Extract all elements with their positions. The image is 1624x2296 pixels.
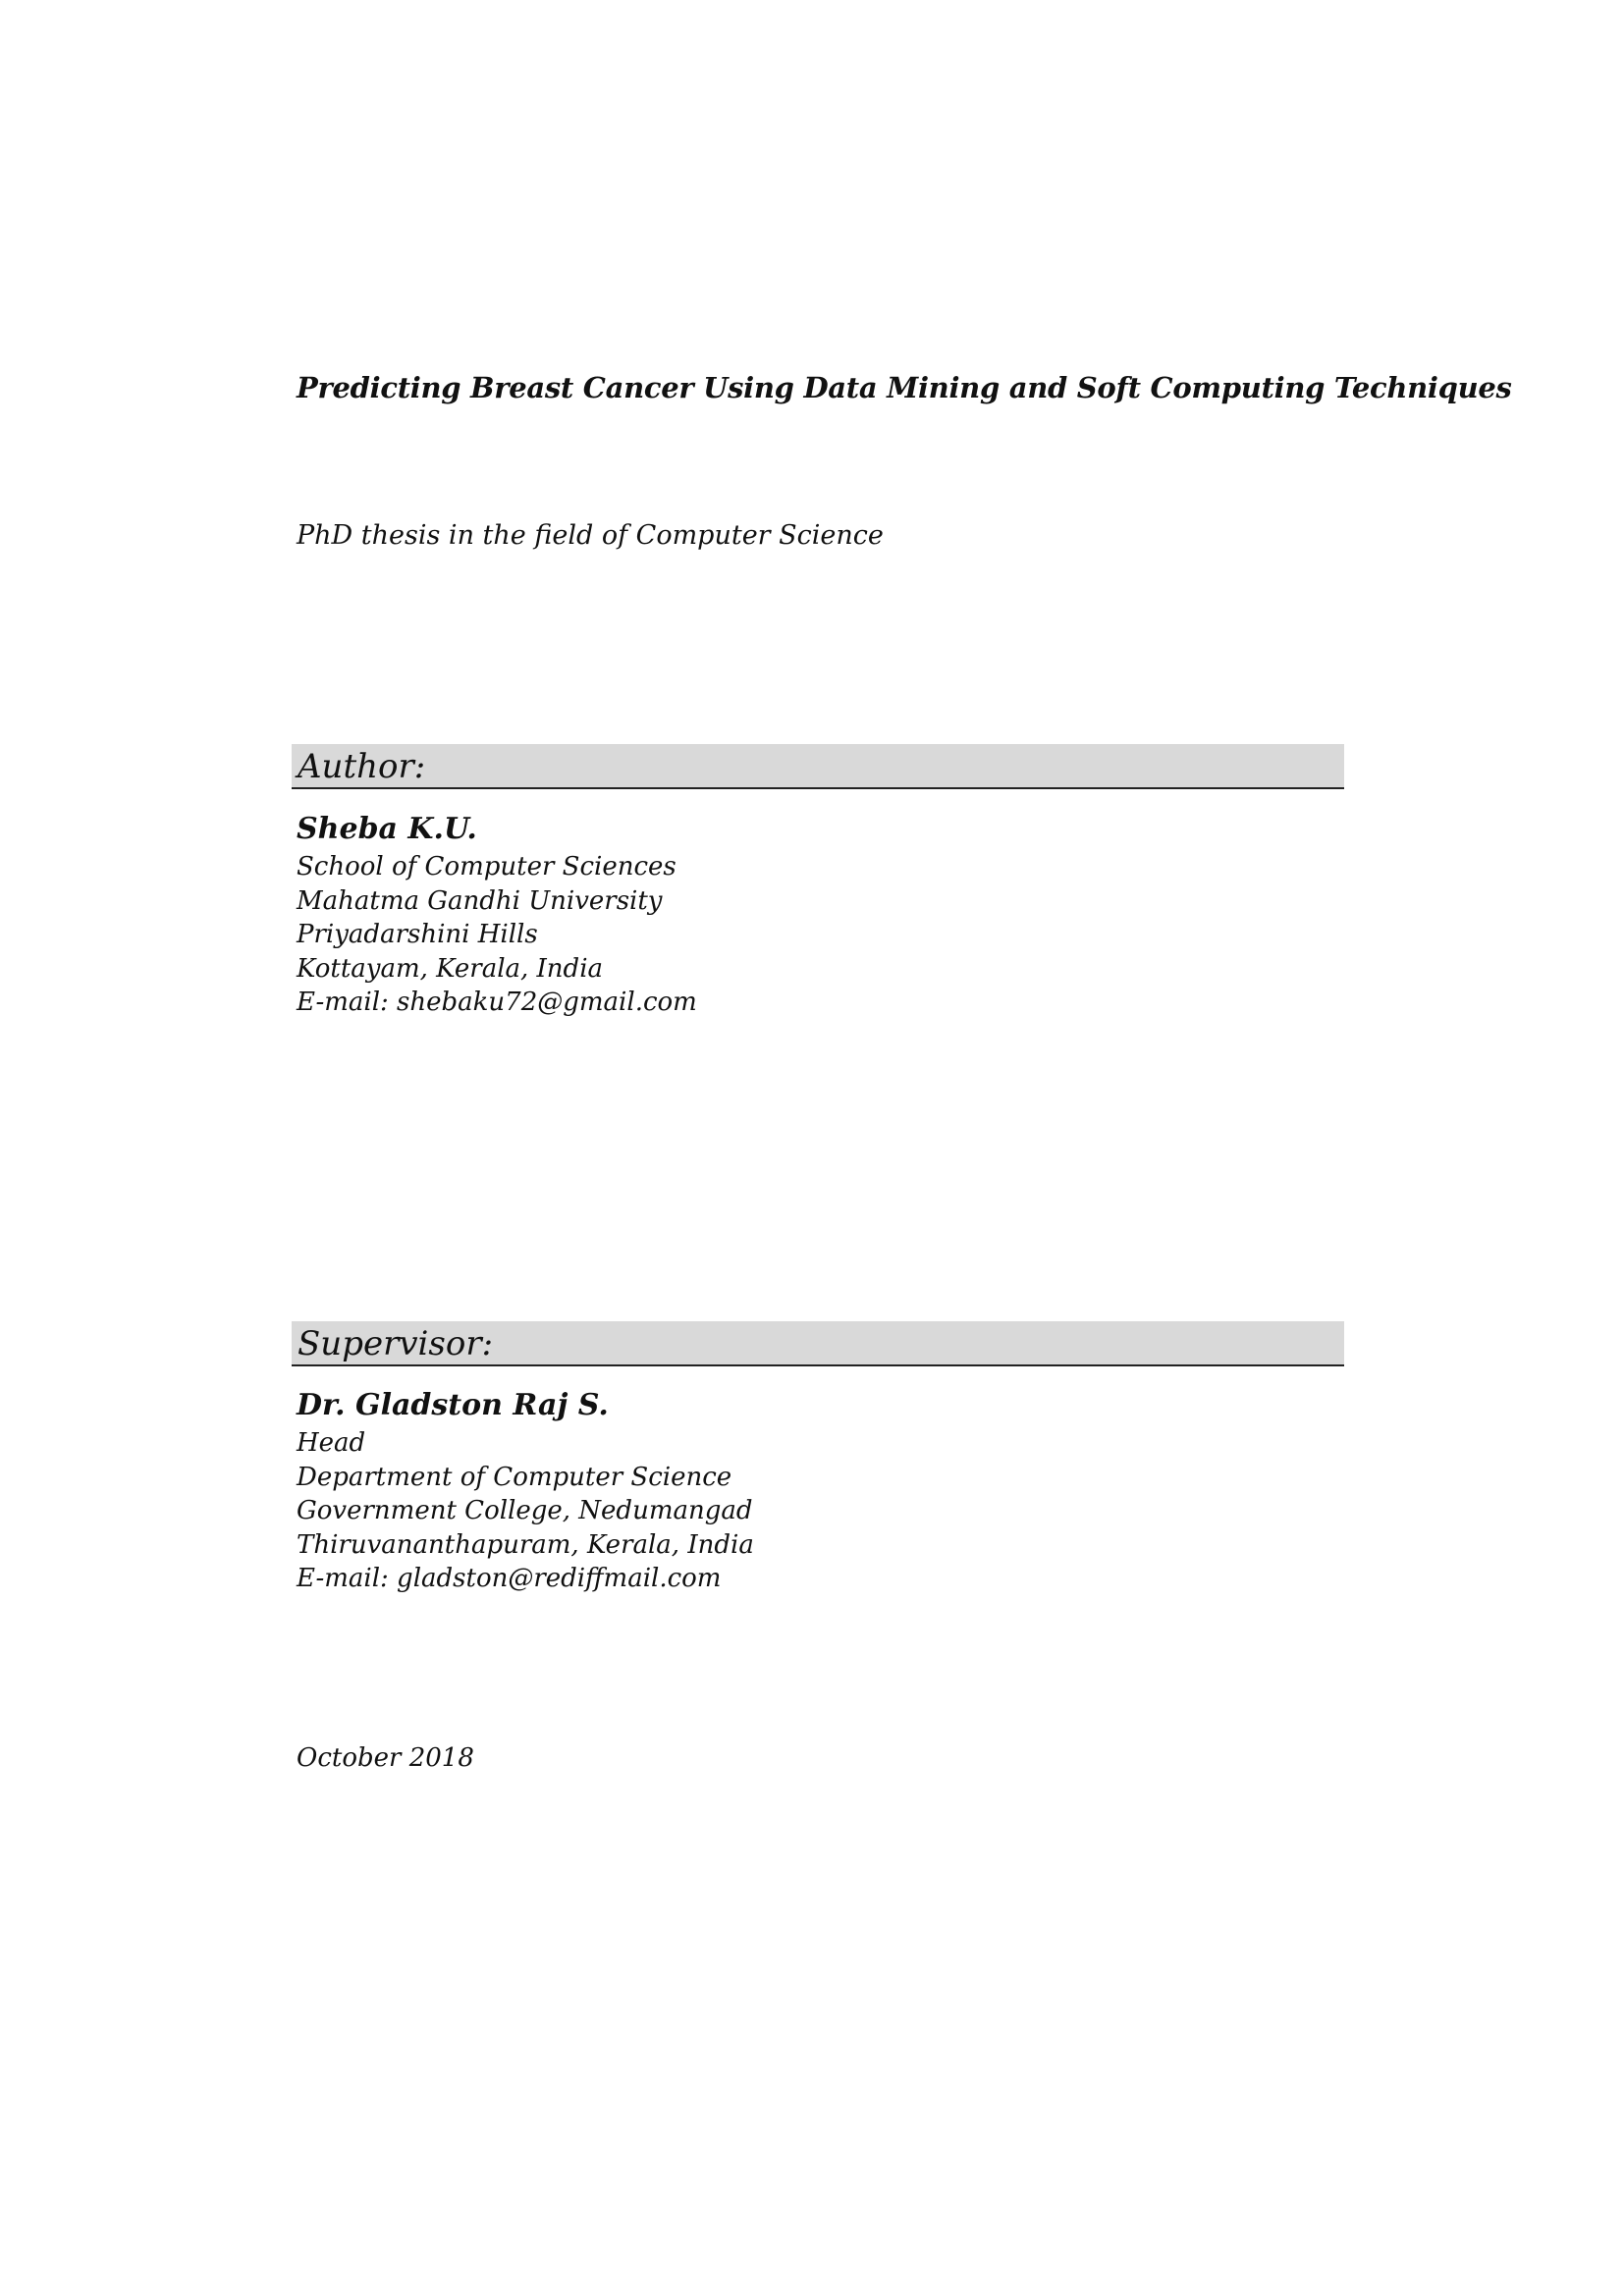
- supervisor-section-bar: [292, 1321, 1344, 1366]
- supervisor-department: Department of Computer Science: [297, 1462, 732, 1492]
- supervisor-heading: Supervisor:: [298, 1324, 494, 1363]
- supervisor-name: Dr. Gladston Raj S.: [297, 1388, 609, 1422]
- author-heading: Author:: [298, 747, 426, 786]
- author-address-line: Priyadarshini Hills: [297, 920, 538, 949]
- supervisor-city-line: Thiruvananthapuram, Kerala, India: [297, 1529, 754, 1560]
- supervisor-college: Government College, Nedumangad: [297, 1496, 753, 1525]
- author-section-bar: [292, 744, 1344, 789]
- thesis-subtitle: PhD thesis in the field of Computer Science: [297, 520, 884, 551]
- thesis-date: October 2018: [297, 1743, 474, 1773]
- author-email: E-mail: shebaku72@gmail.com: [297, 988, 697, 1017]
- author-city-line: Kottayam, Kerala, India: [297, 953, 604, 984]
- author-details: [297, 811, 697, 1020]
- supervisor-details: [297, 1387, 754, 1596]
- supervisor-email: E-mail: gladston@rediffmail.com: [297, 1564, 722, 1593]
- author-name: Sheba K.U.: [297, 812, 477, 846]
- thesis-title: Predicting Breast Cancer Using Data Mining and Soft Computing Techniques: [297, 371, 1512, 404]
- author-school: School of Computer Sciences: [297, 852, 677, 881]
- supervisor-position: Head: [297, 1428, 366, 1458]
- author-university: Mahatma Gandhi University: [297, 885, 663, 916]
